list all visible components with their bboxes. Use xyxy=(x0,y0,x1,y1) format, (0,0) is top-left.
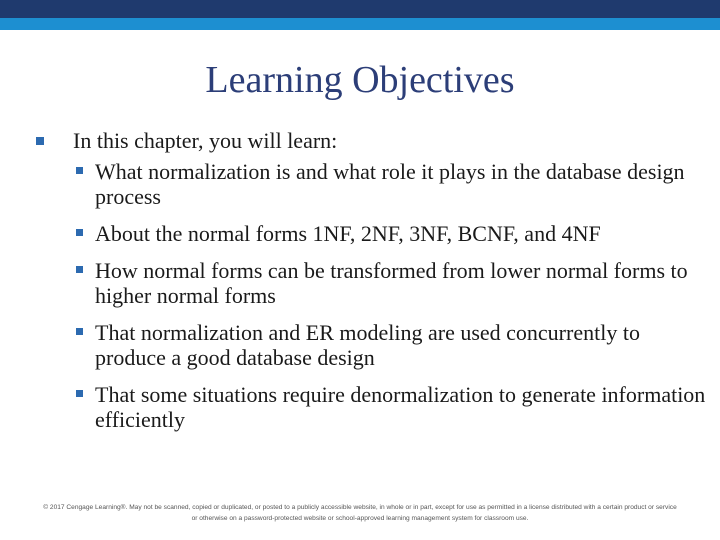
objective-text: About the normal forms 1NF, 2NF, 3NF, BCNF, and 4NF xyxy=(95,221,601,246)
objective-item xyxy=(36,159,706,209)
square-bullet-icon xyxy=(76,229,83,236)
objective-item xyxy=(36,320,706,370)
objective-item xyxy=(36,382,706,432)
square-bullet-icon xyxy=(76,266,83,273)
square-bullet-icon xyxy=(36,137,44,145)
header-accent-bar xyxy=(0,18,720,30)
square-bullet-icon xyxy=(76,167,83,174)
header-bar xyxy=(0,0,720,18)
objective-text: That normalization and ER modeling are used concurrently to produce a good database design xyxy=(95,320,640,370)
intro-text: In this chapter, you will learn: xyxy=(73,128,338,153)
square-bullet-icon xyxy=(76,328,83,335)
slide-title: Learning Objectives xyxy=(205,59,515,101)
objective-item xyxy=(36,221,706,246)
objective-text: What normalization is and what role it plays in the database design process xyxy=(95,159,685,209)
slide-body xyxy=(36,128,706,444)
objective-text: That some situations require denormalization to generate information efficiently xyxy=(95,382,706,432)
objective-text: How normal forms can be transformed from lower normal forms to higher normal forms xyxy=(95,258,688,308)
copyright-footer: © 2017 Cengage Learning®. May not be scanned, copied or duplicated, or posted to a publicly accessible website, in whole or in part, except for use as permitted in a license distributed with a certain product or service or otherwise on a password-protected website or school-approved learning management system for classroom use. xyxy=(43,504,677,522)
square-bullet-icon xyxy=(76,390,83,397)
intro-bullet xyxy=(36,128,706,153)
objective-item xyxy=(36,258,706,308)
